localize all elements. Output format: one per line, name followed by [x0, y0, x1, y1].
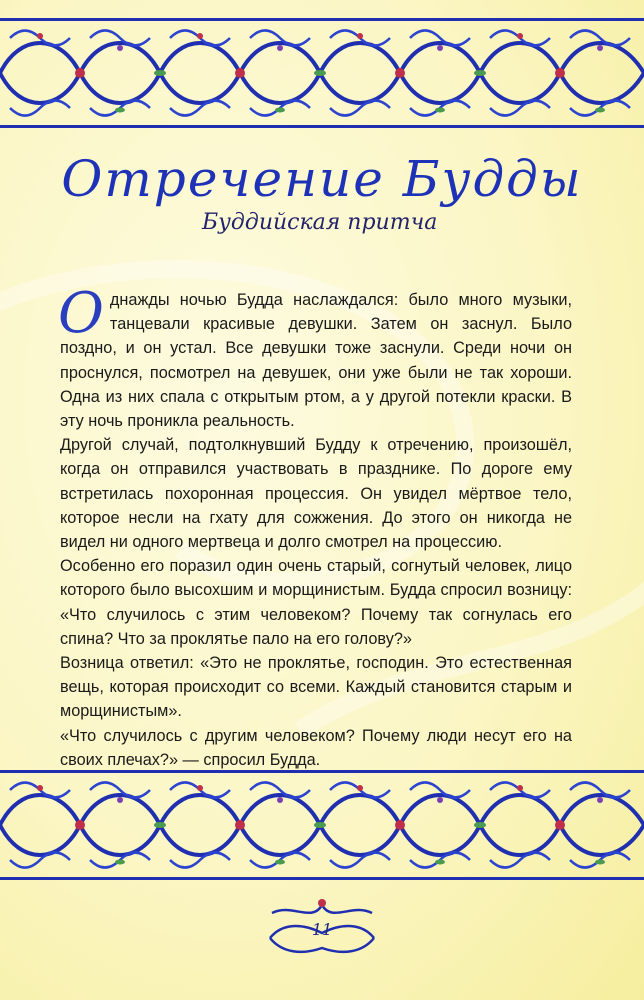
paragraph: Однажды ночью Будда наслаждался: было много музыки, танцевали красивые девушки. Затем он заснул. Было поздно, и он устал. Все девушки тоже заснули. Среди ночи он проснулся, посмотрел на девушек, они уже были не так хороши. Одна из них спала с открытым ртом, а у другой потекли краски. В эту ночь проникла реальность. — [58, 281, 572, 431]
bottom-ornament-border — [0, 770, 644, 880]
paragraph: Другой случай, подтолкнувший Будду к отречению, произошёл, когда он отправился участвовать в празднике. По дороге ему встретилась похоронная процессия. Он увидел мёртвое тело, которое несли на гхату для сожжения. До этого он никогда не видел ни одного мертвеца и долго смотрел на процессию. — [60, 436, 572, 552]
paragraph: Возница ответил: «Это не проклятье, господин. Это естественная вещь, которая происходит со всеми. Каждый становится старым и морщинистым». — [60, 654, 572, 721]
page-number: 11 — [311, 920, 333, 939]
page-title: Отречение Будды — [61, 150, 583, 208]
paragraph: Особенно его поразил один очень старый, согнутый человек, лицо которого было высохшим и морщинистым. Будда спросил возницу: «Что случилось с этим человеком? Почему так согнулась его спина? Что за проклятье пало на его голову?» — [60, 557, 572, 648]
page-subtitle: Буддийская притча — [202, 210, 438, 235]
story-text — [58, 281, 572, 772]
drop-cap: О — [58, 281, 104, 346]
top-ornament-border — [0, 18, 644, 128]
paragraph: «Что случилось с другим человеком? Почему люди несут его на своих плечах?» — спросил Будда. — [60, 726, 572, 769]
